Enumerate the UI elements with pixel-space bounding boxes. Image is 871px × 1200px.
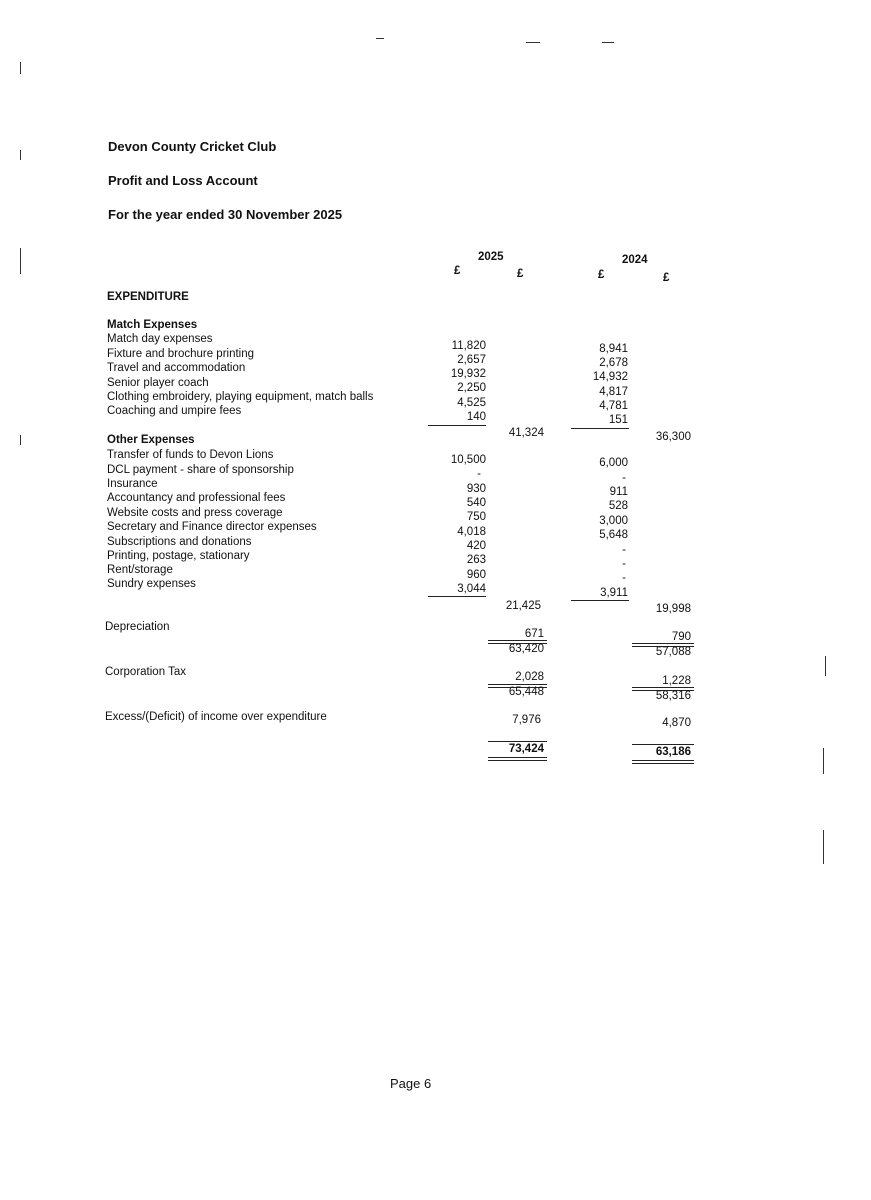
line-item-label: Insurance — [107, 478, 158, 490]
line-item-current: 19,932 — [450, 368, 486, 380]
line-item-label: Coaching and umpire fees — [107, 405, 242, 417]
line-item-prior: 14,932 — [592, 371, 628, 383]
excess-prior: 4,870 — [662, 717, 691, 729]
line-item-prior: 911 — [609, 486, 628, 498]
year-prior-header: 2024 — [622, 254, 648, 266]
line-item-current: 4,018 — [457, 526, 486, 538]
line-item-current: 2,657 — [457, 354, 486, 366]
excess-label: Excess/(Deficit) of income over expenditure — [105, 711, 327, 723]
page-number: Page 6 — [390, 1076, 432, 1091]
line-item-current: 750 — [466, 511, 486, 523]
line-item-label: Accountancy and professional fees — [107, 492, 286, 504]
subtotal-rule — [571, 600, 629, 601]
line-item-prior: - — [622, 472, 626, 484]
depreciation-current: 671 — [524, 628, 544, 640]
year-current-header: 2025 — [478, 251, 504, 263]
corporation-tax-subtotal-prior: 58,316 — [655, 690, 691, 702]
line-item-label: Senior player coach — [107, 377, 209, 389]
line-item-current: 4,525 — [457, 397, 486, 409]
grand-total-current: 73,424 — [508, 743, 544, 755]
match-expenses-total-prior: 36,300 — [655, 431, 691, 443]
scan-mark — [20, 62, 21, 74]
scan-mark — [20, 248, 21, 274]
corporation-tax-current: 2,028 — [515, 671, 544, 683]
line-item-current: 930 — [466, 483, 486, 495]
depreciation-subtotal-prior: 57,088 — [655, 646, 691, 658]
line-item-label: Match day expenses — [107, 333, 213, 345]
club-name: Devon County Cricket Club — [108, 139, 277, 154]
other-expenses-title: Other Expenses — [107, 434, 195, 446]
corporation-tax-subtotal-current: 65,448 — [508, 686, 544, 698]
line-item-prior: - — [622, 544, 626, 556]
scan-mark — [376, 38, 384, 39]
statement-title: Profit and Loss Account — [108, 173, 258, 188]
line-item-prior: 4,781 — [599, 400, 628, 412]
total-double-rule — [488, 757, 547, 761]
subtotal-rule — [428, 425, 486, 426]
line-item-current: 420 — [466, 540, 486, 552]
line-item-prior: 528 — [608, 500, 628, 512]
line-item-current: 11,820 — [451, 340, 486, 352]
line-item-label: Printing, postage, stationary — [107, 550, 250, 562]
corporation-tax-prior: 1,228 — [662, 675, 691, 687]
scan-mark — [20, 435, 21, 445]
other-expenses-total-prior: 19,998 — [655, 603, 691, 615]
line-item-label: Transfer of funds to Devon Lions — [107, 449, 274, 461]
line-item-current: 10,500 — [450, 454, 486, 466]
subtotal-rule — [571, 428, 629, 429]
line-item-prior: 8,941 — [599, 343, 628, 355]
line-item-prior: 151 — [608, 414, 628, 426]
line-item-prior: - — [622, 572, 626, 584]
scan-mark — [20, 150, 21, 160]
line-item-current: 140 — [466, 411, 486, 423]
currency-symbol: £ — [517, 268, 524, 280]
line-item-current: 2,250 — [457, 382, 486, 394]
line-item-prior: - — [622, 558, 626, 570]
line-item-label: Clothing embroidery, playing equipment, match balls — [107, 391, 374, 403]
line-item-current: 540 — [466, 497, 486, 509]
line-item-current: 263 — [466, 554, 486, 566]
subtotal-rule — [428, 596, 486, 597]
depreciation-label: Depreciation — [105, 621, 170, 633]
currency-symbol: £ — [598, 269, 605, 281]
scan-mark — [526, 42, 540, 43]
depreciation-prior: 790 — [671, 631, 691, 643]
line-item-label: Travel and accommodation — [107, 362, 246, 374]
line-item-prior: 3,000 — [599, 515, 628, 527]
line-item-label: Sundry expenses — [107, 578, 196, 590]
excess-current: 7,976 — [512, 714, 541, 726]
line-item-current: - — [477, 468, 481, 480]
scan-mark — [823, 830, 824, 864]
scan-mark — [602, 42, 614, 43]
currency-symbol: £ — [454, 265, 461, 277]
line-item-label: Rent/storage — [107, 564, 173, 576]
line-item-label: Subscriptions and donations — [107, 536, 252, 548]
line-item-label: Fixture and brochure printing — [107, 348, 255, 360]
grand-total-prior: 63,186 — [655, 746, 691, 758]
total-double-rule — [632, 760, 694, 764]
scan-mark — [823, 748, 824, 774]
line-item-prior: 5,648 — [599, 529, 628, 541]
statement-period: For the year ended 30 November 2025 — [108, 207, 343, 222]
line-item-prior: 3,911 — [600, 587, 628, 599]
line-item-label: Website costs and press coverage — [107, 507, 283, 519]
line-item-prior: 2,678 — [599, 357, 628, 369]
line-item-current: 3,044 — [457, 583, 486, 595]
currency-symbol: £ — [663, 272, 670, 284]
line-item-label: Secretary and Finance director expenses — [107, 521, 317, 533]
match-expenses-total-current: 41,324 — [508, 427, 544, 439]
corporation-tax-label: Corporation Tax — [105, 666, 186, 678]
line-item-prior: 6,000 — [599, 457, 628, 469]
line-item-prior: 4,817 — [599, 386, 628, 398]
match-expenses-title: Match Expenses — [107, 319, 198, 331]
section-title: EXPENDITURE — [107, 291, 189, 303]
line-item-label: DCL payment - share of sponsorship — [107, 464, 294, 476]
scan-mark — [825, 656, 826, 676]
other-expenses-total-current: 21,425 — [505, 600, 541, 612]
line-item-current: 960 — [466, 569, 486, 581]
depreciation-subtotal-current: 63,420 — [508, 643, 544, 655]
